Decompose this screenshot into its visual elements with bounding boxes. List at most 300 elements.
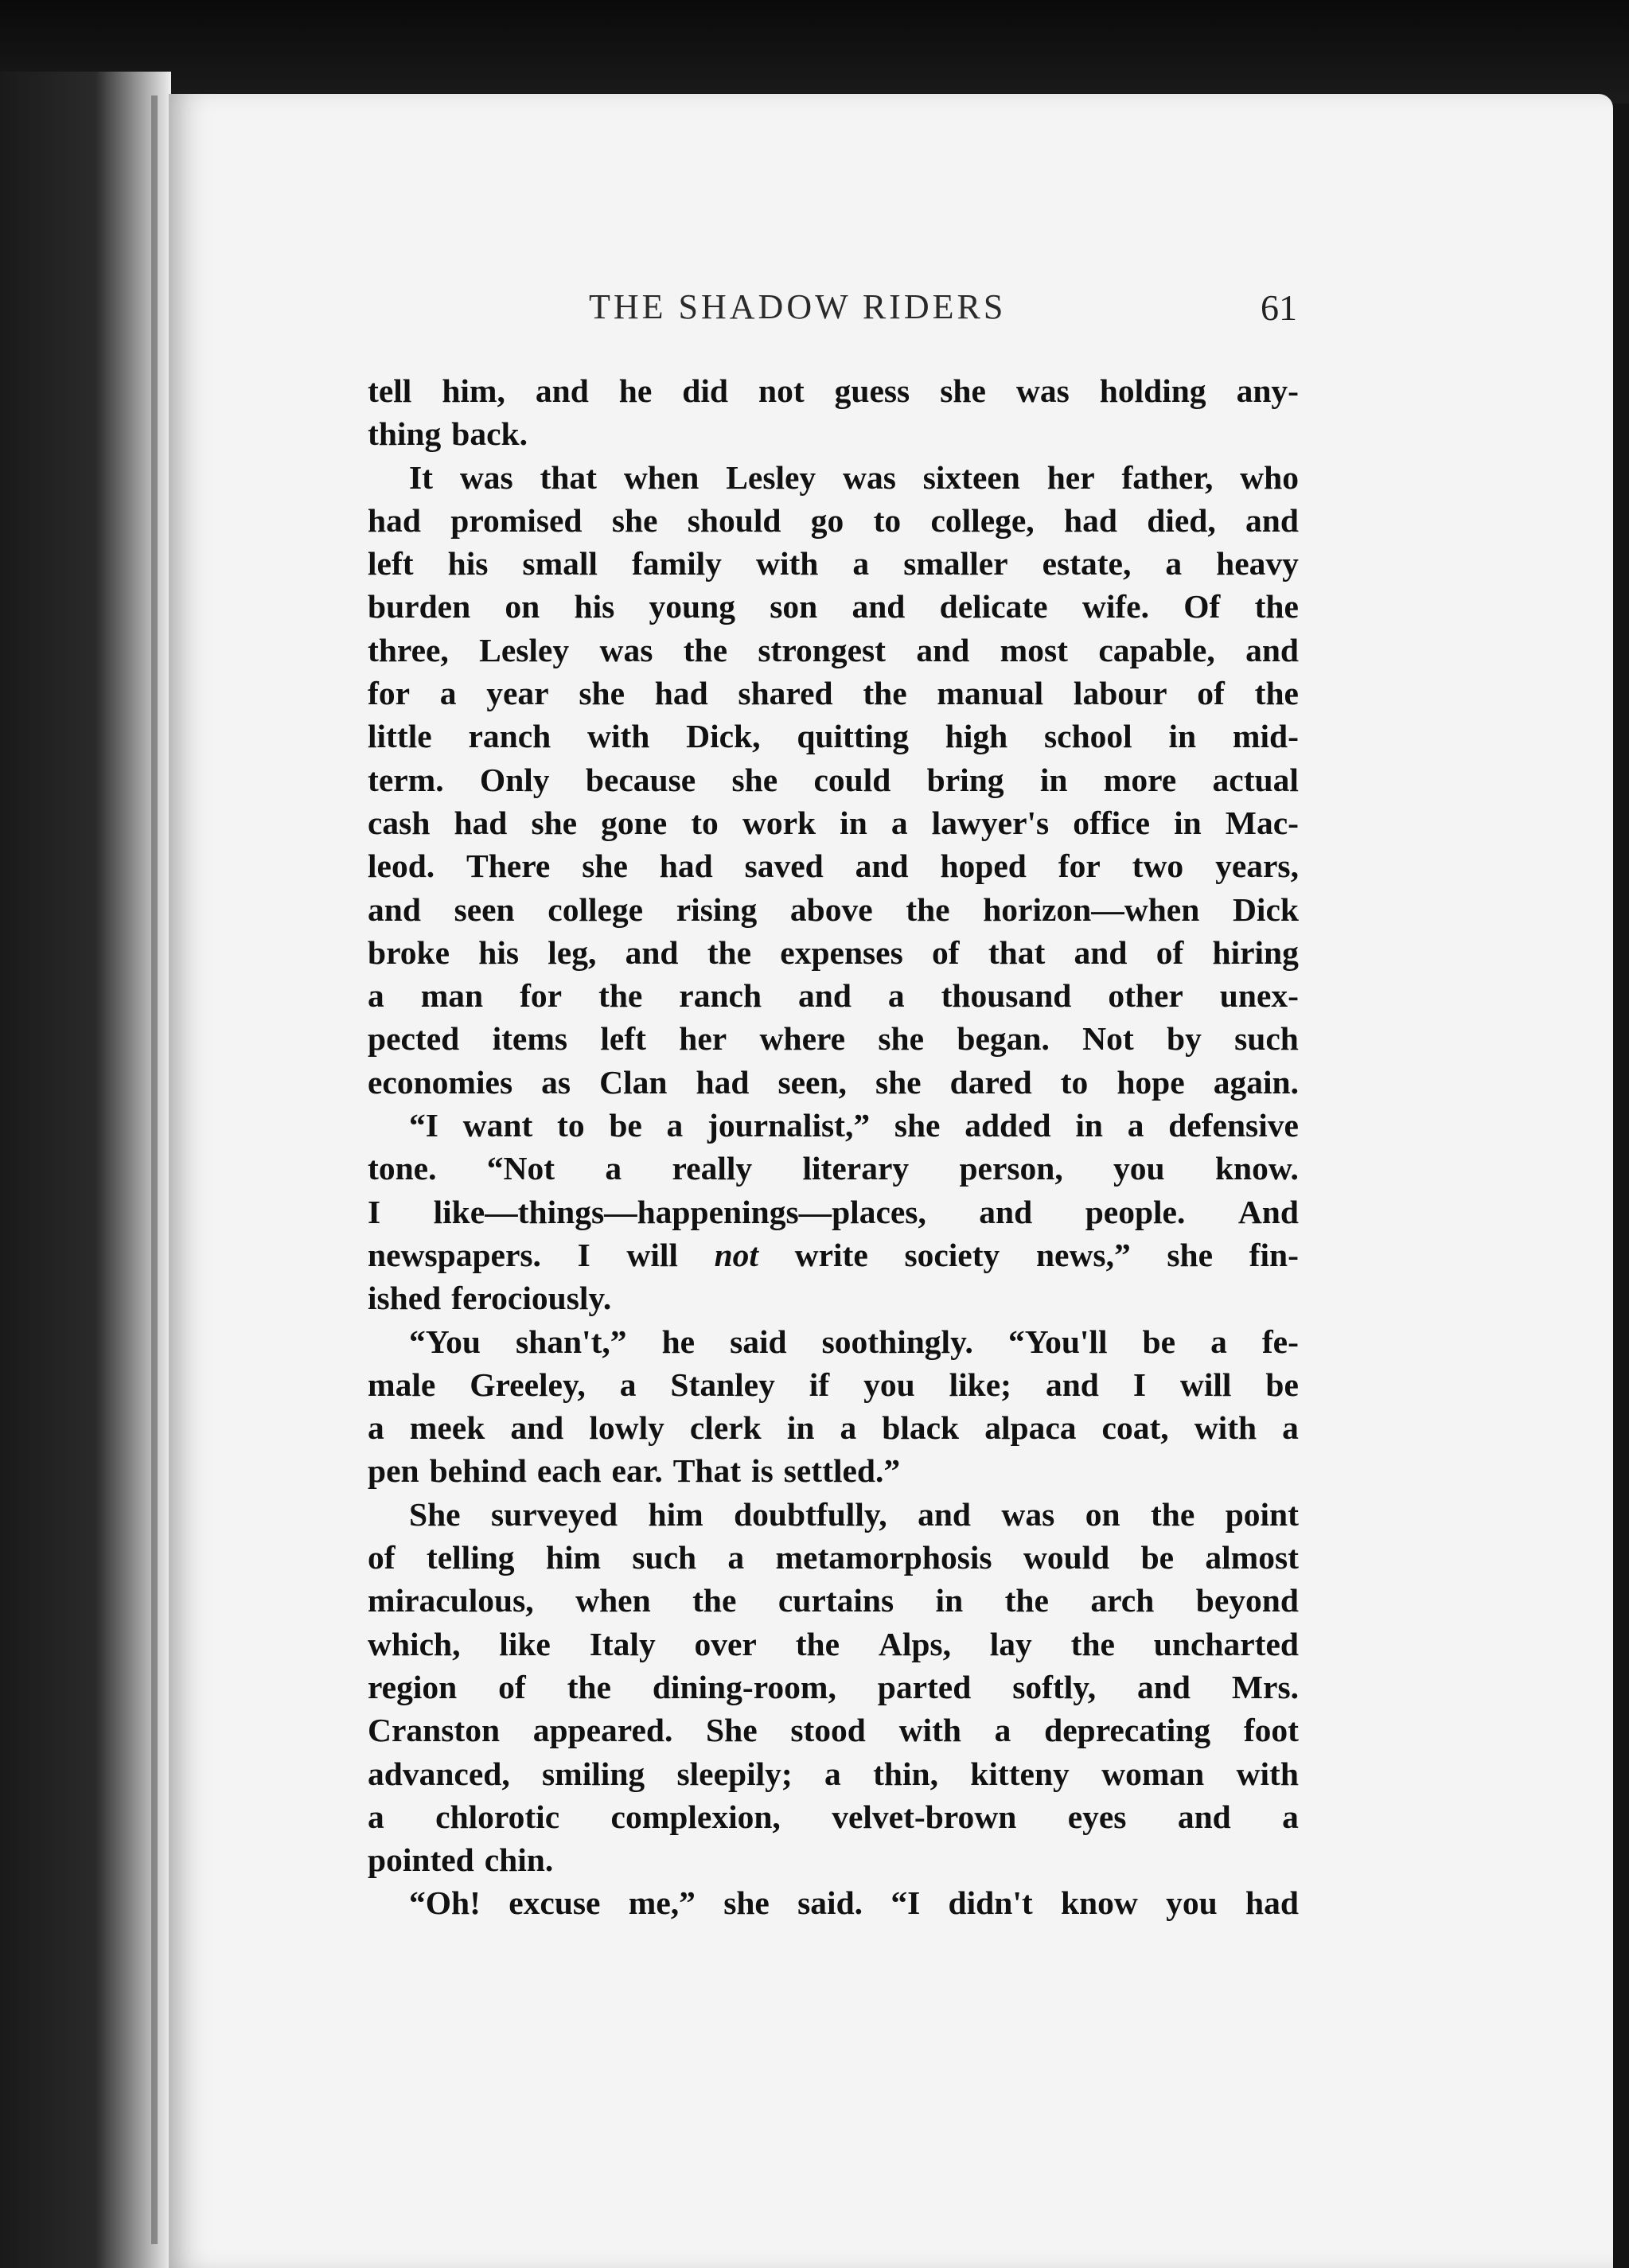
word: pected [368,1020,460,1058]
word: and [510,1409,564,1447]
word: lay [989,1625,1032,1662]
book-spine [0,72,171,2268]
word: and [916,631,970,668]
word: defensive [1168,1107,1299,1144]
word: a [1282,1798,1299,1835]
word: heavy [1216,545,1299,583]
word: and [1074,933,1128,971]
word: Of [1183,588,1221,625]
word: woman [1101,1755,1205,1792]
text-line [368,499,1299,542]
word: of [368,1539,396,1576]
text-line [368,974,1299,1017]
word: that [988,933,1046,971]
word: smaller [903,545,1008,583]
word: each [536,1452,602,1490]
word: which, [368,1625,461,1662]
word: Greeley, [470,1366,586,1403]
word: pointed [368,1841,474,1879]
text-line [368,1191,1299,1233]
word: two [1132,848,1184,885]
word: really [672,1150,753,1187]
word: fin- [1249,1236,1299,1273]
word: dared [949,1063,1032,1101]
word: I [368,1193,381,1230]
word: was [1001,1495,1055,1533]
word: college, [930,501,1035,539]
text-line [368,1752,1299,1795]
word: she [875,1063,922,1101]
word: hoped [940,848,1027,885]
word: items [492,1020,568,1058]
word: of [932,933,960,971]
word: ranch [468,718,551,755]
word: said [730,1323,787,1360]
text-line [368,1406,1299,1449]
word: softly, [1012,1668,1097,1705]
word: a [1127,1107,1144,1144]
word: Clan [599,1063,668,1101]
word: office [1073,804,1151,841]
word: the [598,977,643,1015]
text-line [368,1363,1299,1406]
word: was [459,458,513,496]
word: he [618,372,653,409]
word: lawyer's [931,804,1050,841]
word: of [498,1668,526,1705]
word: strongest [758,631,887,668]
word: thousand [941,977,1072,1015]
word: ear. [611,1452,663,1490]
word: a [887,977,905,1015]
word: because [585,761,696,798]
word: complexion, [610,1798,781,1835]
word: on [505,588,540,625]
word: left [600,1020,646,1058]
word: for [520,977,563,1015]
word: Not [1082,1020,1134,1058]
word: in [1039,761,1068,798]
word: he [661,1323,696,1360]
word: died, [1147,501,1216,539]
text-line [368,1881,1299,1924]
word: her [679,1020,727,1058]
word: a [368,1409,384,1447]
word: other [1108,977,1183,1015]
word: be [1142,1323,1176,1360]
word: and [1045,1366,1099,1403]
word: a [666,1107,684,1144]
word: with [755,545,819,583]
word: in [935,1582,964,1619]
word: of [1155,933,1184,971]
word: a [1210,1323,1227,1360]
word: unex- [1219,977,1299,1015]
word: and [1245,501,1299,539]
word: Italy [589,1625,656,1662]
word: had [1245,1884,1299,1922]
word: his [447,545,489,583]
word: deprecating [1044,1712,1211,1749]
word: It [409,458,433,496]
word: ferociously. [451,1280,612,1317]
word: the [795,1625,840,1662]
word: school [1044,718,1132,755]
word: eyes [1067,1798,1127,1835]
word: holding [1099,372,1206,409]
word: a [1282,1409,1299,1447]
word: alpaca [984,1409,1077,1447]
word: like [499,1625,551,1662]
word: she [723,1884,770,1922]
word: the [567,1668,611,1705]
word: little [368,718,432,755]
word: know [1060,1884,1138,1922]
word: had [696,1063,750,1101]
word: ished [368,1280,442,1317]
word: man [420,977,484,1015]
word: sleepily; [676,1755,793,1792]
word: began. [957,1020,1050,1058]
text-line [368,1147,1299,1190]
word: not [758,372,805,409]
word: and [1177,1798,1231,1835]
word: uncharted [1153,1625,1299,1662]
word: actual [1212,761,1299,798]
word: in [1174,804,1202,841]
word: Stanley [670,1366,775,1403]
word: beyond [1195,1582,1299,1619]
word: a [368,1798,384,1835]
word: the [1070,1625,1115,1662]
word: sixteen [922,458,1020,496]
word: you [863,1366,915,1403]
word: over [694,1625,757,1662]
word: person, [959,1150,1063,1187]
word: almost [1205,1539,1299,1576]
text-line [368,1320,1299,1363]
word: family [631,545,722,583]
word: son [770,588,818,625]
word: clerk [689,1409,762,1447]
word: delicate [939,588,1048,625]
text-line [368,1061,1299,1104]
word: leod. [368,848,435,885]
word: capable, [1098,631,1215,668]
word: thing [368,415,442,453]
word: chlorotic [435,1798,560,1835]
word: when [575,1582,651,1619]
word: Lesley [726,458,816,496]
word: and [1245,631,1299,668]
word: and [625,933,679,971]
word: doubtfully, [734,1495,887,1533]
word: on [1085,1495,1120,1533]
word: in [1075,1107,1103,1144]
word: most [1000,631,1068,668]
word: I [1132,1366,1146,1403]
text-line [368,1104,1299,1147]
text-line [368,585,1299,628]
word: such [632,1539,697,1576]
word: the [692,1582,737,1619]
word: could [813,761,891,798]
word: was [1015,372,1070,409]
word: a [994,1712,1011,1749]
word: “You'll [1007,1323,1108,1360]
word: a [727,1539,745,1576]
word: three, [368,631,449,668]
text-line [368,456,1299,499]
word: in [840,804,867,841]
word: leg, [548,933,597,971]
text-line [368,758,1299,801]
text-line [368,369,1299,412]
page-header [589,286,1297,342]
word: a [1165,545,1183,583]
word: by [1167,1020,1202,1058]
word: she [579,675,625,712]
word: gone [601,804,668,841]
word: dining-room, [652,1668,836,1705]
word: is [751,1452,774,1490]
word: hope [1117,1063,1185,1101]
word: bring [926,761,1004,798]
running-title: THE SHADOW RIDERS [589,287,1007,326]
word: “You [409,1323,481,1360]
word: a [852,545,870,583]
word: to [691,804,719,841]
word: write [794,1236,868,1273]
word: “I [890,1884,921,1922]
word: newspapers. [368,1236,541,1273]
word: Mac- [1225,804,1299,841]
word: shared [738,675,833,712]
word: labour [1073,675,1167,712]
word: in [786,1409,815,1447]
word: tell [368,372,412,409]
word: foot [1243,1712,1299,1749]
word: above [789,890,873,928]
word: Cranston [368,1712,501,1749]
word: saved [744,848,824,885]
word: male [368,1366,436,1403]
word: she [894,1107,941,1144]
word: region [368,1668,458,1705]
word: miraculous, [368,1582,534,1619]
word: years, [1215,848,1299,885]
word: you [1113,1150,1165,1187]
word: and [855,848,909,885]
word: like; [949,1366,1012,1403]
word: and [1137,1668,1191,1705]
word: Dick, [686,718,761,755]
word: she [1167,1236,1214,1273]
text-line [368,1838,1299,1881]
word: and [368,890,421,928]
word: journalist,” [707,1107,871,1144]
text-line [368,801,1299,844]
word: and [798,977,852,1015]
word: for [1058,848,1101,885]
text-line [368,1623,1299,1666]
text-line [368,1666,1299,1709]
word: the [1004,1582,1049,1619]
text-line [368,672,1299,715]
word: expenses [780,933,903,971]
word: her [1046,458,1095,496]
word: for [368,675,410,712]
word: guess [834,372,910,409]
word: tone. [368,1150,437,1187]
word: broke [368,933,450,971]
word: small [522,545,598,583]
word: “Not [486,1150,555,1187]
word: father, [1121,458,1214,496]
word: be [609,1107,642,1144]
word: college [548,890,644,928]
page-number: 61 [1261,287,1297,328]
word: term. [368,761,444,798]
word: to [1060,1063,1089,1101]
word: and [852,588,906,625]
word: such [1234,1020,1299,1058]
word: a [619,1366,637,1403]
word: I [577,1236,590,1273]
word: with [1236,1755,1299,1792]
word: ranch [679,977,762,1015]
word: society [904,1236,1000,1273]
word: the [1254,675,1299,712]
word: a [824,1755,841,1792]
word: when [623,458,700,496]
word: if [809,1366,830,1403]
word: mid- [1232,718,1299,755]
word: advanced, [368,1755,510,1792]
text-line [368,1579,1299,1622]
word: horizon—when [983,890,1200,928]
word: not [714,1236,758,1273]
word: news,” [1035,1236,1131,1273]
word: with [587,718,650,755]
word: you [1166,1884,1218,1922]
word: chin. [484,1841,554,1879]
word: more [1103,761,1177,798]
word: she [940,372,986,409]
word: work [742,804,816,841]
word: meek [409,1409,485,1447]
text-line [368,1709,1299,1752]
word: who [1240,458,1299,496]
word: of [1197,675,1225,712]
word: the [906,890,950,928]
word: his [478,933,520,971]
word: a [890,804,908,841]
word: There [466,848,551,885]
word: cash [368,804,431,841]
word: a [439,675,457,712]
word: had [659,848,713,885]
word: in [1168,718,1197,755]
word: manual [937,675,1044,712]
word: velvet-brown [832,1798,1017,1835]
text-line [368,412,1299,455]
binding-edge [151,95,158,2244]
word: like—things—happenings—places, [433,1193,926,1230]
word: year [486,675,549,712]
word: coat, [1101,1409,1169,1447]
word: the [1150,1495,1195,1533]
word: fe- [1261,1323,1299,1360]
word: Only [479,761,550,798]
word: lowly [589,1409,664,1447]
word: rising [676,890,758,928]
word: a [368,977,384,1015]
word: the [1254,588,1299,625]
word: should [687,501,781,539]
word: him, [442,372,505,409]
word: him [545,1539,602,1576]
text-line [368,542,1299,585]
word: with [898,1712,961,1749]
word: seen, [777,1063,847,1101]
word: would [1023,1539,1110,1576]
word: She [409,1495,461,1533]
word: stood [790,1712,866,1749]
word: That [672,1452,742,1490]
word: be [1140,1539,1175,1576]
word: pen [368,1452,419,1490]
word: did [682,372,728,409]
word: telling [426,1539,515,1576]
word: hiring [1212,933,1299,971]
word: behind [429,1452,527,1490]
word: a [840,1409,857,1447]
word: she [582,848,628,885]
text-line [368,1276,1299,1319]
word: settled.” [783,1452,901,1490]
word: thin, [873,1755,938,1792]
word: young [649,588,735,625]
word: the [707,933,752,971]
word: will [626,1236,678,1273]
text-line [368,1795,1299,1838]
word: had [368,501,421,539]
text-line [368,629,1299,672]
word: as [541,1063,571,1101]
word: Dick [1232,890,1299,928]
word: kitteny [970,1755,1070,1792]
body-text [368,369,1299,1925]
word: she [731,761,778,798]
word: estate, [1042,545,1132,583]
word: surveyed [491,1495,618,1533]
word: point [1225,1495,1299,1533]
word: be [1265,1366,1299,1403]
word: know. [1214,1150,1299,1187]
word: Alps, [878,1625,951,1662]
text-line [368,1536,1299,1579]
word: left [368,545,414,583]
text-line [368,715,1299,758]
word: seen [454,890,515,928]
text-line [368,844,1299,887]
word: and [535,372,589,409]
word: arch [1090,1582,1155,1619]
word: added [965,1107,1051,1144]
word: where [759,1020,846,1058]
text-line [368,1017,1299,1060]
